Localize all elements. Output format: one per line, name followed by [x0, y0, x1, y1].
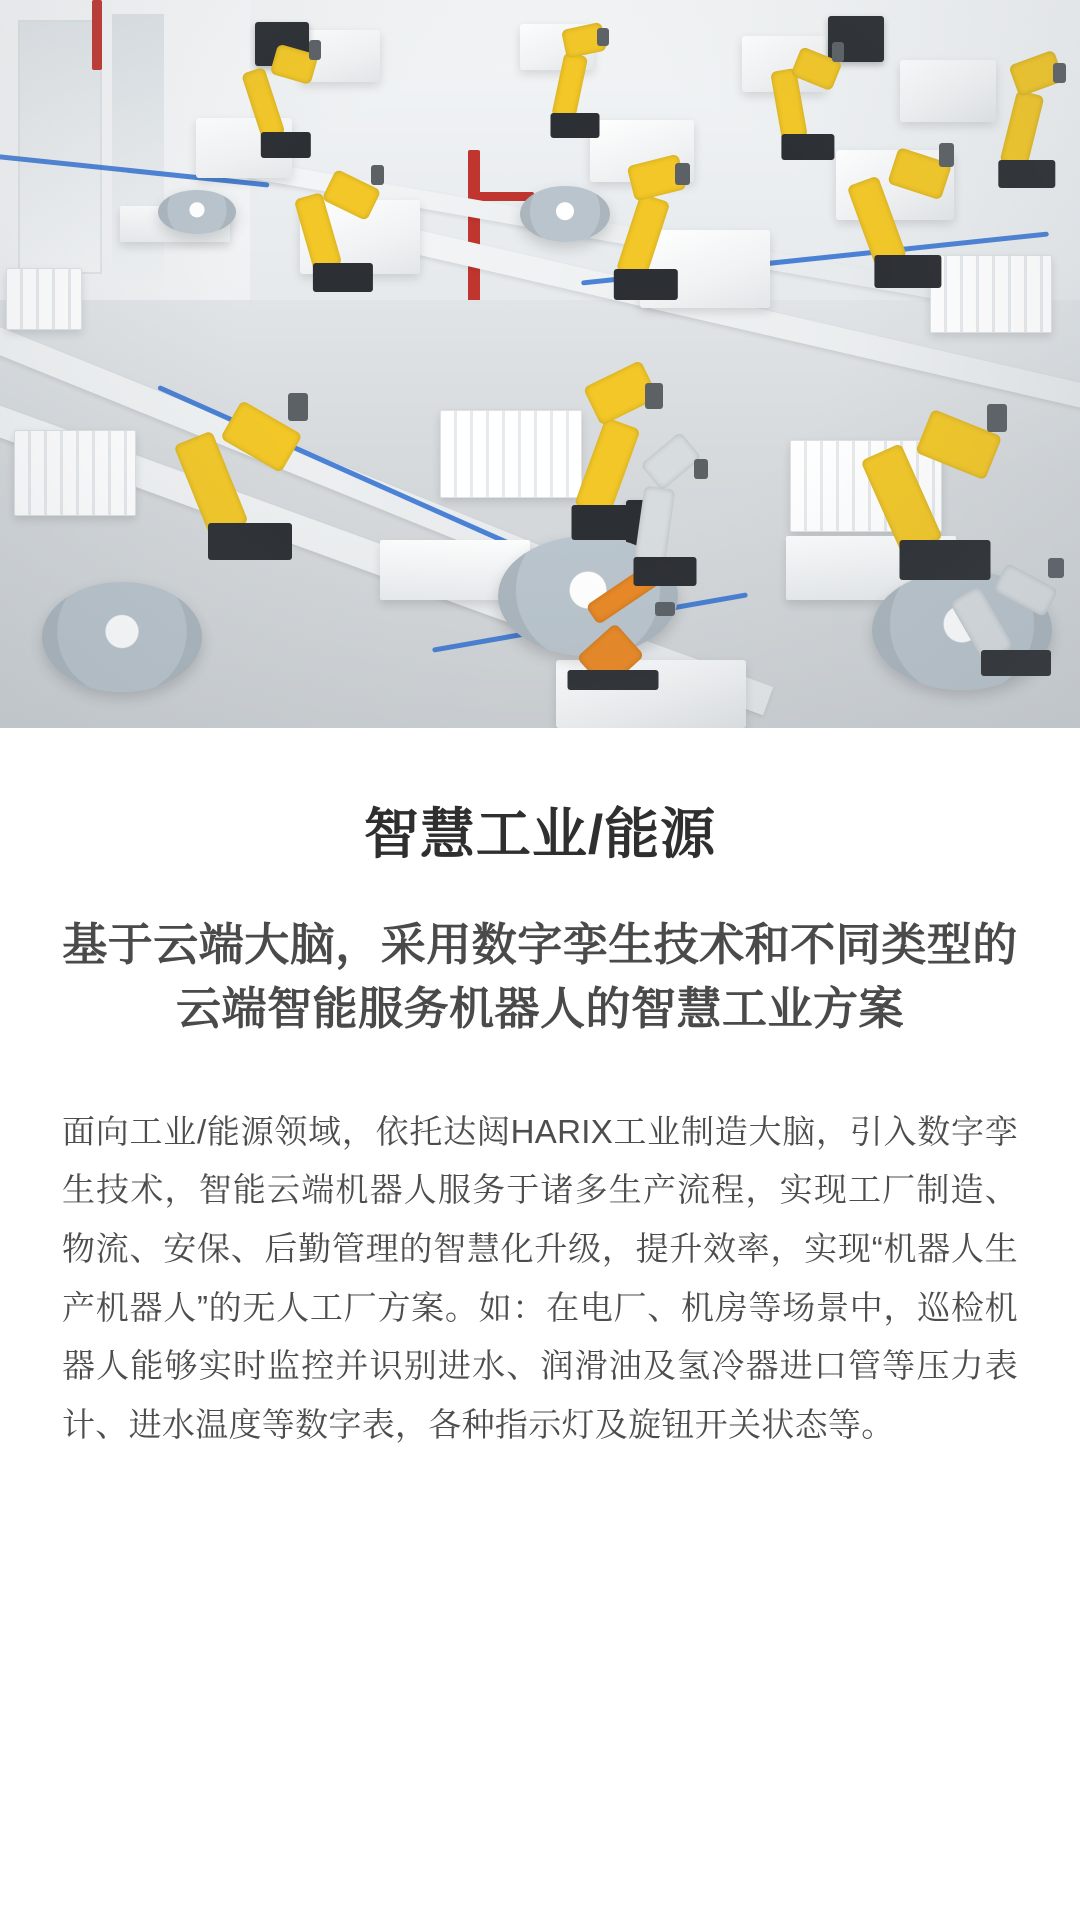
robot-arm	[190, 390, 310, 560]
robot-arm	[600, 160, 692, 300]
page-title: 智慧工业/能源	[363, 803, 717, 865]
page-subtitle: 基于云端大脑，采用数字孪生技术和不同类型的云端智能服务机器人的智慧工业方案	[62, 918, 1018, 1034]
rotary-platter	[520, 186, 610, 242]
robot-arm	[860, 140, 956, 288]
robot-arm-silver	[620, 456, 710, 586]
parts-crate	[14, 430, 136, 516]
article-body: 面向工业/能源领域，依托达闼HARIX工业制造大脑，引入数字孪生技术，智能云端机器人服务于诸多生产流程，实现工厂制造、物流、安保、后勤管理的智慧化升级，提升效率，实现“机器人生产机器人”的无人工厂方案。如：在电厂、机房等场景中，巡检机器人能够实时监控并识别进水、润滑油及氢冷器进口管等压力表计、进水温度等数字表，各种指示灯及旋钮开关状态等。	[62, 1112, 1018, 1444]
robot-arm	[986, 60, 1068, 188]
rotary-platter	[158, 190, 236, 234]
robot-arm	[770, 40, 846, 160]
robot-arm-orange	[548, 600, 678, 690]
factory-scene	[0, 0, 1080, 728]
robot-arm	[880, 400, 1010, 580]
parts-crate	[6, 268, 82, 330]
robot-arm	[250, 38, 322, 158]
article-content	[0, 728, 1080, 1551]
red-column-top	[92, 0, 102, 70]
workstation-box	[900, 60, 996, 122]
robot-arm	[300, 162, 386, 292]
hero-image	[0, 0, 1080, 728]
robot-arm-silver	[966, 556, 1066, 676]
robot-arm	[540, 26, 610, 138]
rotary-platter	[42, 582, 202, 692]
